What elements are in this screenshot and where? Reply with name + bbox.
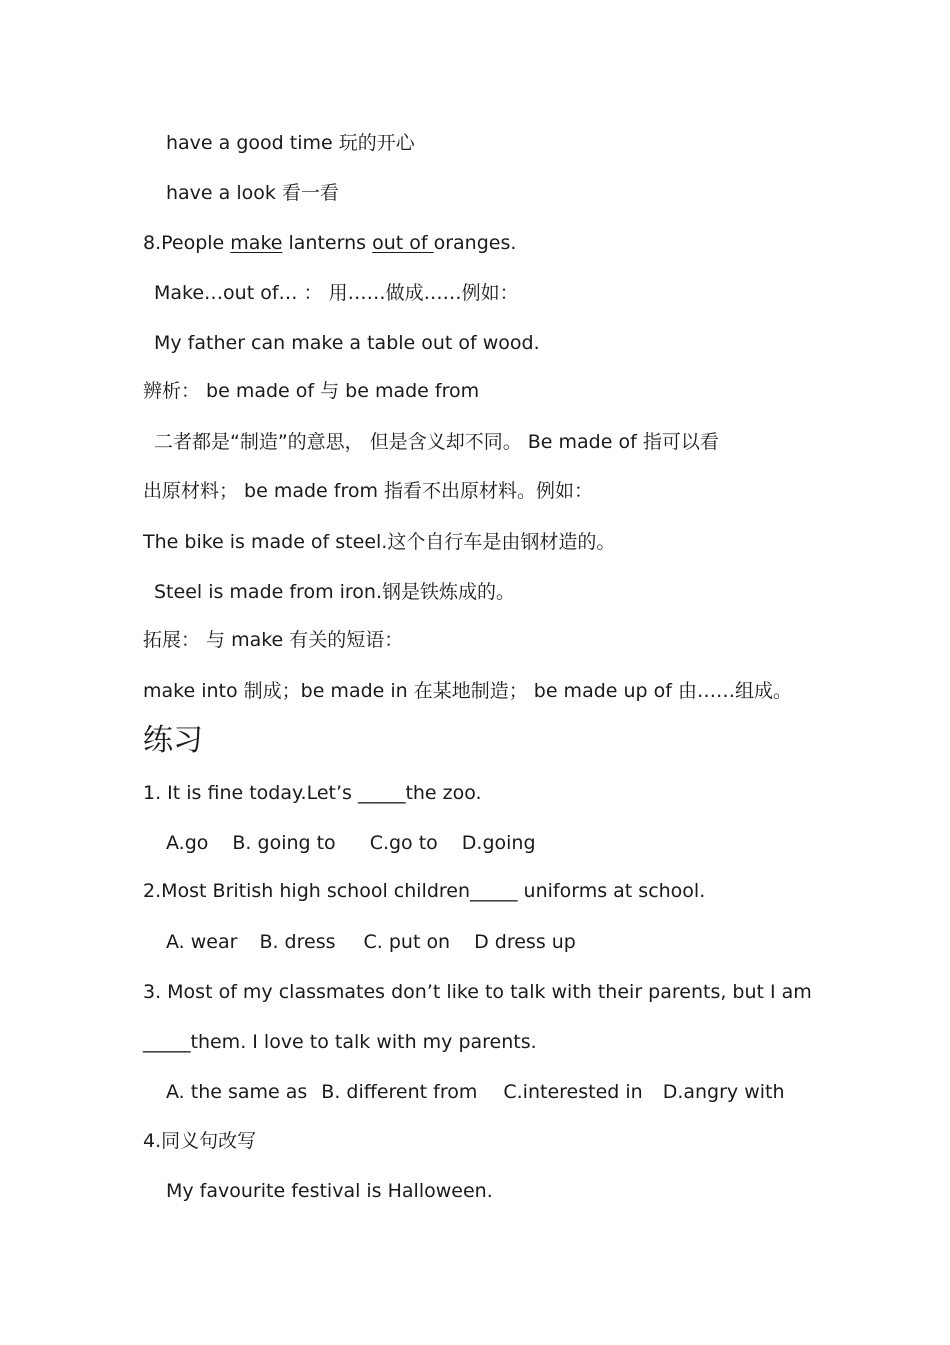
question-3-options <box>166 1080 785 1104</box>
item-8-mid: lanterns <box>282 232 373 254</box>
item-8-sentence <box>143 231 516 255</box>
q2-option-a: A. wear <box>166 931 238 953</box>
question-3-line-1: 3. Most of my classmates don’t like to talk with their parents, but I am <box>143 981 812 1003</box>
q3-option-d: D.angry with <box>662 1081 785 1103</box>
q3-option-b: B. different from <box>321 1081 478 1103</box>
question-3-line-2: _____them. I love to talk with my parents. <box>143 1031 537 1053</box>
q2-option-c: C. put on <box>363 931 451 953</box>
analysis-example-1: The bike is made of steel.这个自行车是由钢材造的。 <box>143 531 616 553</box>
extension-label: 拓展： 与 make 有关的短语： <box>143 629 404 651</box>
q1-option-a: A.go <box>166 832 209 854</box>
item-8-prefix: 8.People <box>143 232 231 254</box>
analysis-line-1: 二者都是“制造”的意思， 但是含义却不同。 Be made of 指可以看 <box>154 431 719 453</box>
q3-option-c: C.interested in <box>503 1081 643 1103</box>
item-8-pattern: Make…out of… ： 用……做成……例如： <box>154 282 519 304</box>
item-8-example: My father can make a table out of wood. <box>154 332 540 354</box>
item-8-underlined-out-of: out of <box>372 232 434 254</box>
q1-option-d: D.going <box>461 832 536 854</box>
q3-option-a: A. the same as <box>166 1081 308 1103</box>
item-8-underlined-make: make <box>230 232 283 254</box>
vocab-have-a-look: have a look 看一看 <box>166 182 339 204</box>
item-8-suffix: oranges. <box>433 232 517 254</box>
question-1-options <box>166 831 536 855</box>
extension-phrases: make into 制成；be made in 在某地制造； be made up of 由……组成。 <box>143 680 792 702</box>
vocab-have-a-good-time: have a good time 玩的开心 <box>166 132 415 154</box>
exercise-heading: 练习 <box>143 723 203 758</box>
question-2: 2.Most British high school children_____ uniforms at school. <box>143 880 706 902</box>
question-4-sentence: My favourite festival is Halloween. <box>166 1180 493 1202</box>
analysis-example-2: Steel is made from iron.钢是铁炼成的。 <box>154 581 516 603</box>
q1-option-c: C.go to <box>369 832 438 854</box>
question-1: 1. It is fine today.Let’s _____the zoo. <box>143 782 482 804</box>
q2-option-d: D dress up <box>474 931 576 953</box>
question-2-options <box>166 930 576 954</box>
analysis-line-2: 出原材料； be made from 指看不出原材料。例如： <box>143 480 594 502</box>
q2-option-b: B. dress <box>259 931 336 953</box>
question-4: 4.同义句改写 <box>143 1130 257 1152</box>
q1-option-b: B. going to <box>232 832 336 854</box>
analysis-label: 辨析： be made of 与 be made from <box>143 380 480 402</box>
